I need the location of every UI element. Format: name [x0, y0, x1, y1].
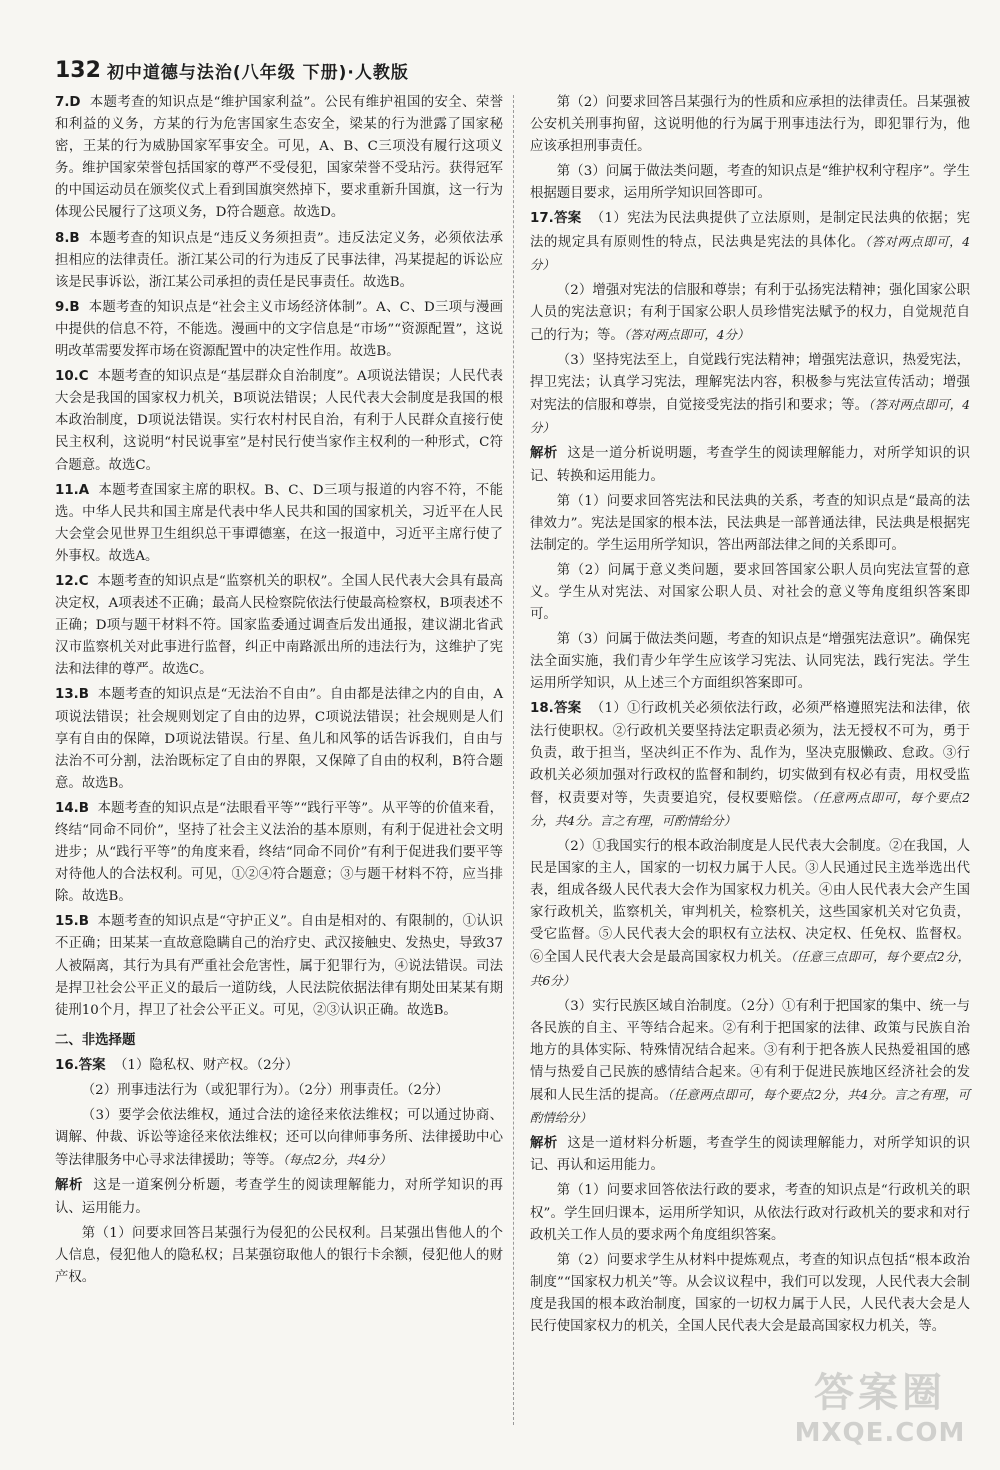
page-number: 132	[55, 57, 101, 83]
answer-part-3	[530, 350, 970, 440]
score-note: （答对两点即可，4分）	[623, 326, 750, 342]
answer-label: 答案	[553, 211, 582, 227]
book-title: 初中道德与法治(八年级 下册)·人教版	[106, 62, 409, 83]
answer-text: （3）坚持宪法至上，自觉践行宪法精神；增强宪法意识，热爱宪法，捍卫宪法；认真学习宪法，理解宪法内容，积极参与宪法宣传活动；增强对宪法的信服和尊崇，自觉接受宪法的指引和要求；等。	[530, 353, 970, 414]
answer-part: （1）隐私权、财产权。（2分）	[114, 1057, 299, 1073]
item-number: 11.A	[55, 482, 90, 498]
analysis-text: 这是一道材料分析题，考查学生的阅读理解能力，对所学知识的识记、再认和运用能力。	[530, 1136, 971, 1174]
answer-label: 答案	[78, 1057, 106, 1073]
analysis-paragraph: 第（3）问属于做法类问题，考查的知识点是“维护权利守程序”。学生根据题目要求，运用所学知识回答即可。	[530, 164, 970, 202]
answer-label: 答案	[553, 701, 582, 717]
analysis-label: 解析	[530, 1136, 558, 1152]
answer-text: （3）要学会依法维权，通过合法的途径来依法维权；可以通过协商、调解、仲裁、诉讼等途径来依法维权；还可以向律师事务所、法律援助中心等法律服务中心寻求法律援助；等等。	[55, 1108, 503, 1169]
analysis-16	[55, 1175, 503, 1219]
analysis-paragraph: 第（2）问要求学生从材料中提炼观点，考查的知识点包括“根本政治制度”“国家权力机关”等。从会议议程中，我们可以发现，人民代表大会制度是我国的根本政治制度，国家的一切权力属于人民，人民代表大会是人民行使国家权力的机关，全国人民代表大会是最高国家权力机关，等。	[530, 1252, 970, 1334]
analysis-17	[530, 443, 970, 487]
score-note: （每点2分，共4分）	[282, 1152, 392, 1168]
item-text: 本题考查的知识点是“无法治不自由”。自由都是法律之内的自由，A项说法错误；社会规则划定了自由的边界，C项说法错误；社会规则是人们享有自由的保障，D项说法错误。行星、鱼儿和风筝的话告诉我们，自由与法治不可分割，法治既标定了自由的界限，又保障了自由的权利，B符合题意。故选B。	[55, 687, 503, 791]
answer-item-18	[530, 698, 970, 833]
answer-part-2	[530, 280, 970, 347]
answer-text: （2）①我国实行的根本政治制度是人民代表大会制度。②在我国，人民是国家的主人，国家的一切权力属于人民。③人民通过民主选举选出代表，组成各级人民代表大会作为国家权力机关。④由人民代表大会产生国家行政机关，监察机关，审判机关，检察机关，这些国家机关对它负责，受它监督。⑤人民代表大会的职权有立法权、决定权、任免权、监督权。⑥全国人民代表大会是最高国家权力机关。	[530, 839, 970, 966]
analysis-paragraph: 第（3）问属于做法类问题，考查的知识点是“增强宪法意识”。确保宪法全面实施，我们青少年学生应该学习宪法、认同宪法，践行宪法。学生运用所学知识，从上述三个方面组织答案即可。	[530, 632, 970, 692]
item-text: 本题考查的知识点是“守护正义”。自由是相对的、有限制的，①认识不正确；田某某一直故意隐瞒自己的治疗史、武汉接触史、发热史，导致37人被隔离，其行为具有严重社会危害性，属于犯罪行为，④说法错误。司法是捍卫社会公平正义的最后一道防线，人民法院依据法律有期处田某某有期徒刑10个月，捍卫了社会公平正义。可见，②③认识正确。故选B。	[55, 914, 503, 1018]
answer-part-2: （2）刑事违法行为（或犯罪行为）。（2分）刑事责任。（2分）	[81, 1083, 449, 1099]
answer-item-9	[55, 297, 503, 363]
analysis-text: 这是一道案例分析题，考查学生的阅读理解能力，对所学知识的再认、运用能力。	[55, 1178, 504, 1216]
item-number: 18.	[530, 701, 554, 717]
answer-text: （1）宪法为民法典提供了立法原则，是制定民法典的依据；宪法的规定具有原则性的特点，民法典是宪法的具体化。	[530, 211, 971, 250]
column-divider	[513, 95, 514, 1425]
item-number: 16.	[55, 1057, 79, 1073]
answer-part-2	[530, 836, 970, 993]
analysis-paragraph: 第（2）问要求回答吕某强行为的性质和应承担的法律责任。吕某强被公安机关刑事拘留，这说明他的行为属于刑事违法行为，即犯罪行为，他应该承担刑事责任。	[530, 95, 970, 155]
item-text: 本题考查的知识点是“法眼看平等”“践行平等”。从平等的价值来看，终结“同命不同价”，坚持了社会主义法治的基本原则，有利于促进社会文明进步；从“践行平等”的角度来看，终结“同命不同价”有利于促进我们要平等对待他人的合法权利。可见，①②④符合题意；③与题干材料不符，应当排除。故选B。	[55, 800, 503, 905]
item-text: 本题考查的知识点是“维护国家利益”。公民有维护祖国的安全、荣誉和利益的义务，方某的行为危害国家生态安全，梁某的行为泄露了国家秘密，王某的行为威胁国家军事安全。可见，A、B、C三项没有履行这项义务。维护国家荣誉包括国家的尊严不受侵犯，国家荣誉不受玷污。获得冠军的中国运动员在颁奖仪式上看到国旗突然掉下，要求重新升国旗，这一行为体现公民履行了这项义务，D符合题意。故选D。	[55, 95, 503, 221]
page-header	[55, 50, 955, 90]
score-note: （任意两点即可，每个要点2分，共4分。言之有理，可酌情给分）	[530, 1087, 971, 1126]
watermark-url: MXQE.COM	[794, 1418, 966, 1448]
item-number: 8.B	[55, 230, 80, 246]
answer-text: （3）实行民族区域自治制度。（2分）①有利于把国家的集中、统一与各民族的自主、平等结合起来。②有利于把国家的法律、政策与民族自治地方的具体实际、特殊情况结合起来。③有利于把各族人民热爱祖国的感情与热爱自己民族的感情结合起来。④有利于促进民族地区经济社会的发展和人民生活的提高。	[530, 998, 970, 1104]
item-number: 7.D	[55, 95, 81, 110]
answer-item-8	[55, 228, 503, 294]
score-note: （任意三点即可，每个要点2分，共6分）	[530, 949, 970, 988]
item-number: 9.B	[55, 299, 80, 315]
score-note: （答对两点即可，4分）	[530, 233, 970, 272]
right-column	[530, 92, 970, 1341]
item-number: 17.	[530, 211, 554, 227]
answer-text: （2）增强对宪法的信服和尊崇；有利于弘扬宪法精神；强化国家公职人员的宪法意识；有利于国家公职人员珍惜宪法赋予的权力，自觉规范自己的行为；等。	[530, 282, 970, 343]
item-text: 本题考查的知识点是“社会主义市场经济体制”。A、C、D三项与漫画中提供的信息不符，不能选。漫画中的文字信息是“市场”“资源配置”，这说明改革需要发挥市场在资源配置中的决定性作用。故选B。	[55, 299, 504, 360]
analysis-paragraph: 第（1）问要求回答宪法和民法典的关系，考查的知识点是“最高的法律效力”。宪法是国家的根本法，民法典是一部普通法律，民法典是根据宪法制定的。学生运用所学知识，答出两部法律之间的关系即可。	[530, 493, 970, 553]
answer-item-13	[55, 684, 503, 794]
watermark-logo: 答案圈	[814, 1370, 946, 1416]
score-note: （答对两点即可，4分）	[530, 397, 971, 436]
item-number: 12.C	[55, 573, 89, 589]
item-number: 10.C	[55, 369, 89, 385]
analysis-paragraph: 第（1）问要求回答依法行政的要求，考查的知识点是“行政机关的职权”。学生回归课本，运用所学知识，从依法行政对行政机关的要求和对行政机关工作人员的要求两个角度组织答案。	[530, 1183, 970, 1243]
answer-part-3	[55, 1105, 503, 1172]
answer-item-17	[530, 208, 970, 276]
item-text: 本题考查的知识点是“基层群众自治制度”。A项说法错误；人民代表大会是我国的国家权力机关，B项说法错误；人民代表大会制度是我国的根本政治制度，D项说法错误。实行农村村民自治，有利于人民群众直接行使民主权利，这说明“村民说事室”是村民行使当家作主权利的一种形式，C符合题意。故选C。	[55, 369, 503, 473]
item-number: 13.B	[55, 687, 89, 703]
item-number: 15.B	[55, 914, 89, 930]
watermark	[780, 1368, 980, 1458]
answer-item-15	[55, 911, 503, 1021]
analysis-18	[530, 1133, 970, 1177]
item-number: 14.B	[55, 800, 89, 816]
answer-item-16	[55, 1055, 503, 1077]
answer-part-3	[530, 996, 970, 1131]
section-heading: 二、非选择题	[55, 1032, 136, 1048]
answer-item-10	[55, 366, 503, 476]
answer-text: （1）①行政机关必须依法行政，必须严格遵照宪法和法律，依法行使职权。②行政机关要坚持法定职责必须为，法无授权不可为，勇于负责，敢于担当，坚决纠正不作为、乱作为，坚决克服懒政、怠政。③行政机关必须加强对行政权的监督和制约，切实做到有权必有责，用权受监督，权责要对等，失责要追究，侵权要赔偿。	[530, 701, 971, 806]
analysis-paragraph: 第（1）问要求回答吕某强行为侵犯的公民权利。吕某强出售他人的个人信息，侵犯他人的隐私权；吕某强窃取他人的银行卡余额，侵犯他人的财产权。	[55, 1225, 503, 1285]
answer-item-11	[55, 480, 503, 568]
item-text: 本题考查的知识点是“监察机关的职权”。全国人民代表大会具有最高决定权，A项表述不正确；最高人民检察院依法行使最高检察权，B项表述不正确；D项与题干材料不符。国家监委通过调查后发出通报，建议湖北省武汉市监察机关对此事进行监督，纠正中南路派出所的违法行为，这维护了宪法和法律的尊严。故选C。	[55, 573, 504, 678]
item-text: 本题考查国家主席的职权。B、C、D三项与报道的内容不符，不能选。中华人民共和国主席是代表中华人民共和国的国家机关，习近平在人民大会堂会见世界卫生组织总干事谭德塞，在这一报道中，习近平主席行使了外事权。故选A。	[55, 482, 503, 564]
answer-item-7	[55, 92, 503, 225]
answer-item-14	[55, 798, 503, 908]
item-text: 本题考查的知识点是“违反义务须担责”。违反法定义务，必须依法承担相应的法律责任。浙江某公司的行为违反了民事法律，冯某提起的诉讼应该是民事诉讼，浙江某公司承担的责任是民事责任。故选B。	[55, 230, 503, 290]
score-note: （任意两点即可，每个要点2分，共4分。言之有理，可酌情给分）	[530, 789, 971, 828]
analysis-label: 解析	[55, 1178, 84, 1194]
analysis-label: 解析	[530, 446, 558, 462]
analysis-text: 这是一道分析说明题，考查学生的阅读理解能力，对所学知识的识记、转换和运用能力。	[530, 446, 971, 484]
answer-item-12	[55, 571, 503, 681]
analysis-paragraph: 第（2）问属于意义类问题，要求回答国家公职人员向宪法宣誓的意义。学生从对宪法、对国家公职人员、对社会的意义等角度组织答案即可。	[530, 562, 970, 623]
left-column	[55, 92, 503, 1292]
